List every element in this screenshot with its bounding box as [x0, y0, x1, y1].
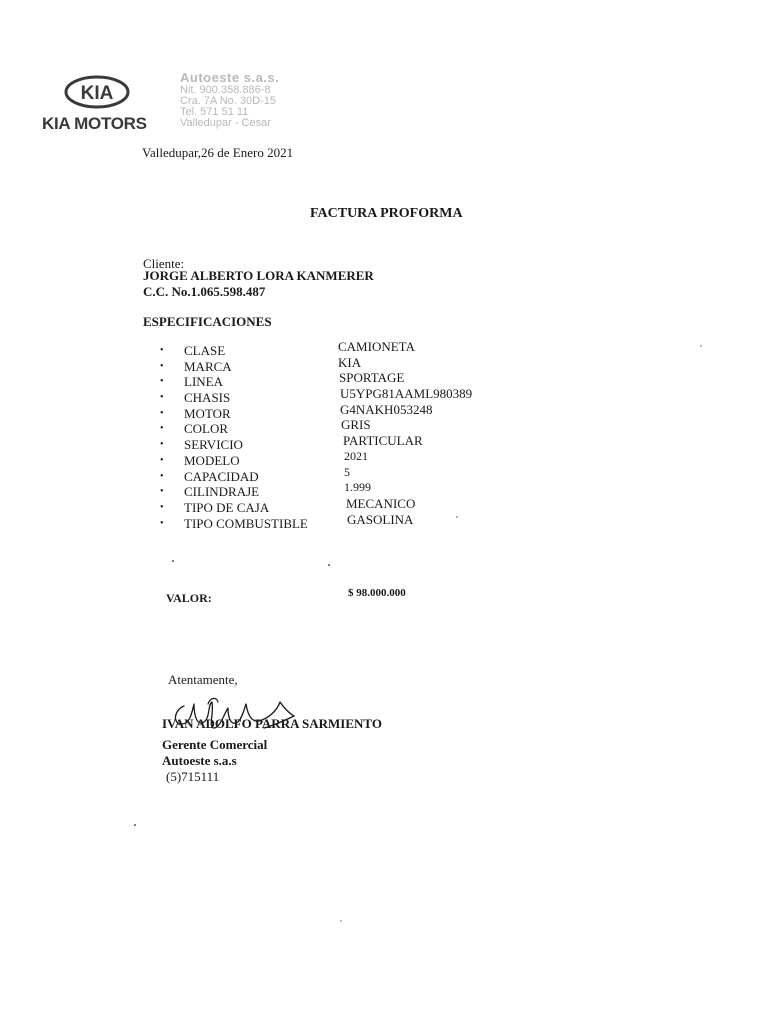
scan-speck [134, 824, 136, 826]
spec-label: TIPO DE CAJA [184, 499, 270, 515]
bullet-icon: • [160, 345, 164, 356]
specs-heading: ESPECIFICACIONES [143, 314, 272, 329]
dealer-line: Tel. 571 51 11 [180, 106, 249, 118]
spec-value: 5 [344, 464, 350, 479]
spec-row [160, 354, 500, 375]
spec-value: SPORTAGE [339, 370, 405, 386]
spec-row [160, 495, 500, 516]
kia-logo-icon [64, 74, 130, 110]
spec-row [160, 480, 500, 500]
value-amount: $ 98.000.000 [348, 587, 406, 599]
city-date: Valledupar,26 de Enero 2021 [142, 145, 294, 160]
client-label: Cliente: [143, 256, 185, 271]
bullet-icon: • [160, 517, 164, 529]
spec-row [160, 386, 500, 406]
spec-label: CLASE [184, 343, 226, 358]
spec-value: G4NAKH053248 [340, 401, 433, 417]
spec-value: 1.999 [344, 480, 371, 495]
bullet-icon: • [160, 439, 164, 451]
spec-label: COLOR [184, 421, 229, 437]
dealer-stamp [180, 70, 279, 129]
specs-list [160, 339, 500, 531]
signer-phone: (5)715111 [166, 769, 220, 784]
bullet-icon: • [160, 423, 164, 435]
bullet-icon: • [160, 376, 164, 388]
scan-speck [328, 564, 330, 566]
scan-speck [700, 345, 702, 347]
spec-label: SERVICIO [184, 437, 243, 453]
scan-speck [340, 920, 342, 922]
bullet-icon: • [160, 470, 164, 482]
spec-row [160, 511, 500, 532]
spec-value: GRIS [341, 417, 371, 433]
bullet-icon: • [160, 407, 164, 419]
spec-value: 2021 [344, 448, 368, 463]
spec-label: MODELO [184, 452, 240, 468]
spec-row [160, 433, 500, 453]
spec-label: TIPO COMBUSTIBLE [184, 515, 308, 531]
dealer-name: Autoeste s.a.s. [180, 70, 280, 85]
brand-name: KIA MOTORS [42, 114, 147, 133]
spec-row [160, 417, 500, 437]
signer-name: IVAN ADOLFO PARRA SARMIENTO [162, 716, 382, 731]
spec-value: U5YPG81AAML980389 [340, 386, 473, 402]
scan-speck [172, 560, 174, 562]
spec-value: KIA [338, 354, 362, 370]
spec-value: GASOLINA [347, 511, 414, 527]
signer-company: Autoeste s.a.s [162, 753, 237, 768]
spec-value: CAMIONETA [338, 339, 415, 354]
bullet-icon: • [160, 360, 164, 372]
spec-row [160, 448, 500, 469]
spec-value: PARTICULAR [343, 433, 423, 449]
logo-text: KIA [80, 83, 114, 104]
spec-label: MARCA [184, 358, 232, 374]
client-name: JORGE ALBERTO LORA KANMERER [143, 268, 374, 283]
bullet-icon: • [160, 486, 164, 498]
dealer-line: Valledupar - Cesar [180, 117, 271, 129]
dealer-line: Nit. 900.358.886-8 [180, 84, 271, 96]
document-title: FACTURA PROFORMA [310, 206, 463, 221]
bullet-icon: • [160, 454, 164, 466]
spec-label: CAPACIDAD [184, 468, 259, 484]
spec-row [160, 464, 500, 485]
spec-row [160, 339, 500, 359]
spec-label: CHASIS [184, 390, 231, 406]
value-label: VALOR: [166, 591, 212, 605]
bullet-icon: • [160, 392, 164, 404]
scan-speck [456, 516, 458, 518]
closing-text: Atentamente, [168, 672, 238, 687]
bullet-icon: • [160, 501, 164, 513]
client-id: C.C. No.1.065.598.487 [143, 284, 266, 299]
spec-label: LINEA [184, 374, 223, 390]
dealer-line: Cra. 7A No. 30D-15 [180, 95, 276, 107]
spec-label: MOTOR [184, 405, 231, 421]
signer-role: Gerente Comercial [162, 737, 268, 752]
spec-label: CILINDRAJE [184, 484, 260, 500]
spec-row [160, 401, 500, 422]
spec-value: MECANICO [346, 495, 416, 511]
